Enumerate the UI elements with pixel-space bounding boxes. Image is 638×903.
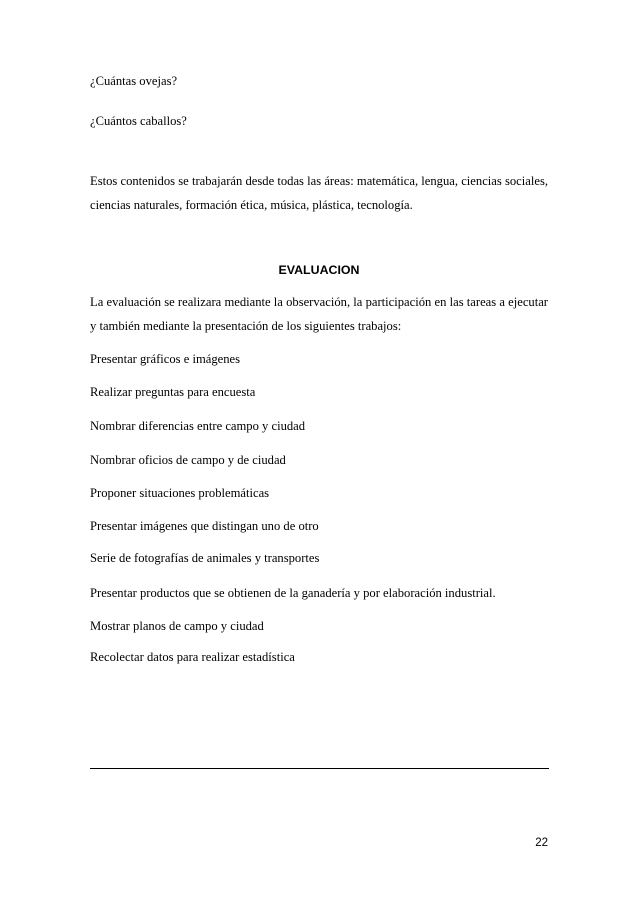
evaluation-item: Nombrar oficios de campo y de ciudad: [90, 453, 286, 467]
contents-paragraph: Estos contenidos se trabajarán desde todas las áreas: matemática, lengua, ciencias sociales, ciencias naturales, formación ética, música, plástica, tecnología.: [90, 174, 548, 212]
evaluation-item: Nombrar diferencias entre campo y ciudad: [90, 419, 306, 433]
question-sheep: ¿Cuántas ovejas?: [90, 74, 178, 88]
evaluation-item: Realizar preguntas para encuesta: [90, 385, 256, 399]
question-horses: ¿Cuántos caballos?: [90, 114, 187, 128]
footer-divider: [90, 768, 549, 769]
evaluation-item: Mostrar planos de campo y ciudad: [90, 619, 264, 633]
evaluation-item: Presentar gráficos e imágenes: [90, 352, 241, 366]
page-number: 22: [535, 837, 548, 849]
evaluation-item: Proponer situaciones problemáticas: [90, 486, 270, 500]
evaluation-heading: EVALUACION: [278, 263, 360, 277]
evaluation-intro: La evaluación se realizara mediante la observación, la participación en las tareas a ejecutar y también mediante la presentación de los siguientes trabajos:: [90, 295, 548, 333]
evaluation-item: Serie de fotografías de animales y transportes: [90, 551, 320, 565]
evaluation-item: Presentar imágenes que distingan uno de otro: [90, 519, 319, 533]
evaluation-item: Presentar productos que se obtienen de la ganadería y por elaboración industrial.: [90, 586, 496, 600]
evaluation-item: Recolectar datos para realizar estadística: [90, 650, 295, 664]
